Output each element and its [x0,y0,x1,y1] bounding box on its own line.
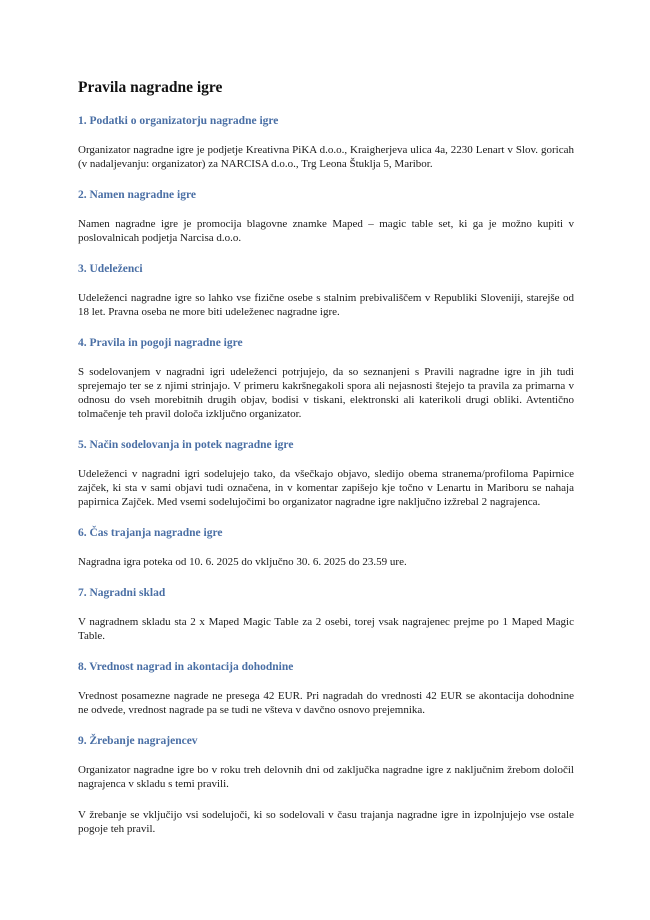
section [78,526,574,569]
document-page [78,78,574,853]
section-heading: 6. Čas trajanja nagradne igre [78,527,223,539]
section-paragraph: V žrebanje se vključijo vsi sodelujoči, ki so sodelovali v času trajanja nagradne igre in izpolnjujejo vse ostale pogoje teh pravil. [78,809,574,835]
section-paragraph: Udeleženci nagradne igre so lahko vse fizične osebe s stalnim prebivališčem v Republiki Sloveniji, starejše od 18 let. Pravna oseba ne more biti udeleženec nagradne igre. [78,292,574,318]
section-paragraph: Organizator nagradne igre bo v roku treh delovnih dni od zaključka nagradne igre z naključnim žrebom določil nagrajenca v skladu s temi pravili. [78,764,574,790]
section [78,188,574,245]
section [78,586,574,643]
sections-container [78,114,574,836]
section-heading: 2. Namen nagradne igre [78,189,196,201]
section [78,336,574,421]
section-paragraph: S sodelovanjem v nagradni igri udeleženci potrjujejo, da so seznanjeni s Pravili nagradne igre in jih tudi sprejemajo ter se z njimi strinjajo. V primeru kakršnegakoli spora ali nejasnosti štejejo ta pravila za primarna v odnosu do vseh morebitnih drugih objav, bodisi v tiskani, elektronski ali katerikoli drugi obliki. Avtentično tolmačenje teh pravil določa izključno organizator. [78,366,574,420]
section-paragraph: Namen nagradne igre je promocija blagovne znamke Maped – magic table set, ki ga je možno kupiti v poslovalnicah podjetja Narcisa d.o.o. [78,218,574,244]
section [78,114,574,171]
section-paragraph: Organizator nagradne igre je podjetje Kreativna PiKA d.o.o., Kraigherjeva ulica 4a, 2230 Lenart v Slov. goricah (v nadaljevanju: organizator) za NARCISA d.o.o., Trg Leona Štuklja 5, Maribor. [78,144,574,170]
section-paragraph: Vrednost posamezne nagrade ne presega 42 EUR. Pri nagradah do vrednosti 42 EUR se akontacija dohodnine ne odvede, vrednost nagrade pa se tudi ne všteva v davčno osnovo prejemnika. [78,690,574,716]
section [78,438,574,509]
section-heading: 4. Pravila in pogoji nagradne igre [78,337,243,349]
section-heading: 7. Nagradni sklad [78,587,166,599]
section-paragraph: Udeleženci v nagradni igri sodelujejo tako, da všečkajo objavo, sledijo obema stranema/profiloma Papirnice zajček, ki sta v sami objavi tudi označena, in v komentar zapišejo kje točno v Lenartu in Mariboru se nahaja papirnica Zajček. Med vsemi sodelujočimi bo organizator nagradne igre naključno izžrebal 2 nagrajenca. [78,468,574,508]
section [78,660,574,717]
section-heading: 3. Udeleženci [78,263,143,275]
section [78,262,574,319]
section-heading: 9. Žrebanje nagrajencev [78,735,198,747]
section-paragraph: V nagradnem skladu sta 2 x Maped Magic Table za 2 osebi, torej vsak nagrajenec prejme po 1 Maped Magic Table. [78,616,574,642]
document-title: Pravila nagradne igre [78,79,223,96]
section-heading: 8. Vrednost nagrad in akontacija dohodnine [78,661,294,673]
section-heading: 5. Način sodelovanja in potek nagradne igre [78,439,294,451]
section [78,734,574,836]
section-paragraph: Nagradna igra poteka od 10. 6. 2025 do vključno 30. 6. 2025 do 23.59 ure. [78,556,407,568]
section-heading: 1. Podatki o organizatorju nagradne igre [78,115,279,127]
